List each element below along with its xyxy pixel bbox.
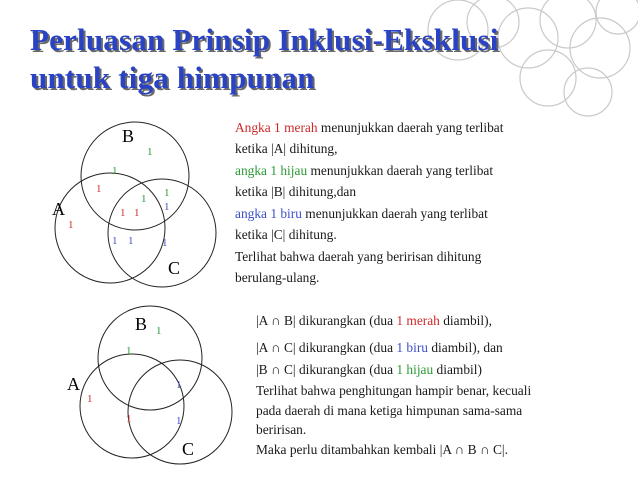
venn-diagram-all-counted <box>40 118 245 290</box>
count-label: 1 <box>128 235 134 247</box>
overlap-note <box>235 246 481 288</box>
subtract-ab-prefix: |A ∩ B| dikurangkan (dua <box>256 313 397 328</box>
set-label-b: B <box>135 314 148 334</box>
subtract-bc <box>256 359 482 380</box>
count-label: 1 <box>176 379 182 391</box>
set-label-c: C <box>182 439 195 459</box>
subtract-bc-prefix: |B ∩ C| dikurangkan (dua <box>256 362 397 377</box>
subtract-ac-suffix: diambil), dan <box>427 340 503 355</box>
count-label: 1 <box>112 235 118 247</box>
subtract-ac <box>256 337 503 358</box>
explanation-green-rest: menunjukkan daerah yang terlibat <box>307 163 494 178</box>
count-label: 1 <box>87 393 93 405</box>
count-label: 1 <box>156 325 162 337</box>
blue-phrase: angka 1 biru <box>235 206 302 221</box>
count-label: 1 <box>176 415 182 427</box>
subtract-ac-prefix: |A ∩ C| dikurangkan (dua <box>256 340 397 355</box>
explanation-green-line2: ketika |B| dihitung,dan <box>235 184 357 199</box>
overlap-note-line2: berulang-ulang. <box>235 270 320 285</box>
count-label: 1 <box>134 207 140 219</box>
count-label: 1 <box>164 201 170 213</box>
explanation-green <box>235 160 493 202</box>
count-label: 1 <box>126 413 132 425</box>
venn-diagram-after-subtraction <box>60 300 250 470</box>
conclusion-line3: beririsan. <box>256 422 307 437</box>
conclusion <box>256 381 531 459</box>
conclusion-line4: Maka perlu ditambahkan kembali |A ∩ B ∩ C|. <box>256 441 508 457</box>
subtract-bc-suffix: diambil) <box>433 362 482 377</box>
explanation-blue-rest: menunjukkan daerah yang terlibat <box>301 206 488 221</box>
explanation-blue-line2: ketika |C| dihitung. <box>235 227 337 242</box>
subtract-bc-colored: 1 hijau <box>396 362 434 377</box>
count-label: 1 <box>126 345 132 357</box>
count-label: 1 <box>164 187 170 199</box>
explanation-red-rest: menunjukkan daerah yang terlibat <box>317 120 504 135</box>
red-phrase: Angka 1 merah <box>235 120 318 135</box>
slide-title-line2: untuk tiga himpunan <box>30 60 315 95</box>
count-label: 1 <box>162 237 168 249</box>
subtract-ab-suffix: diambil), <box>439 313 492 328</box>
set-label-b: B <box>122 126 135 146</box>
explanation-red-line2: ketika |A| dihitung, <box>235 141 338 156</box>
count-label: 1 <box>68 219 74 231</box>
overlap-note-line1: Terlihat bahwa daerah yang beririsan dihitung <box>235 249 482 264</box>
explanation-red <box>235 117 503 159</box>
subtract-ac-colored: 1 biru <box>396 340 428 355</box>
count-label: 1 <box>112 165 118 177</box>
set-label-a: A <box>52 199 65 219</box>
count-label: 1 <box>96 183 102 195</box>
explanation-blue <box>235 203 488 245</box>
set-label-c: C <box>168 258 181 278</box>
subtract-ab <box>256 310 492 331</box>
slide-title-line1: Perluasan Prinsip Inklusi-Eksklusi <box>30 22 499 57</box>
conclusion-line2: pada daerah di mana ketiga himpunan sama-sama <box>256 402 523 418</box>
count-label: 1 <box>141 193 147 205</box>
count-label: 1 <box>120 207 126 219</box>
count-label: 1 <box>147 146 153 158</box>
subtract-ab-colored: 1 merah <box>396 313 440 328</box>
conclusion-line1: Terlihat bahwa penghitungan hampir benar, kecuali <box>256 383 532 398</box>
green-phrase: angka 1 hijau <box>235 163 308 178</box>
set-label-a: A <box>67 374 80 394</box>
